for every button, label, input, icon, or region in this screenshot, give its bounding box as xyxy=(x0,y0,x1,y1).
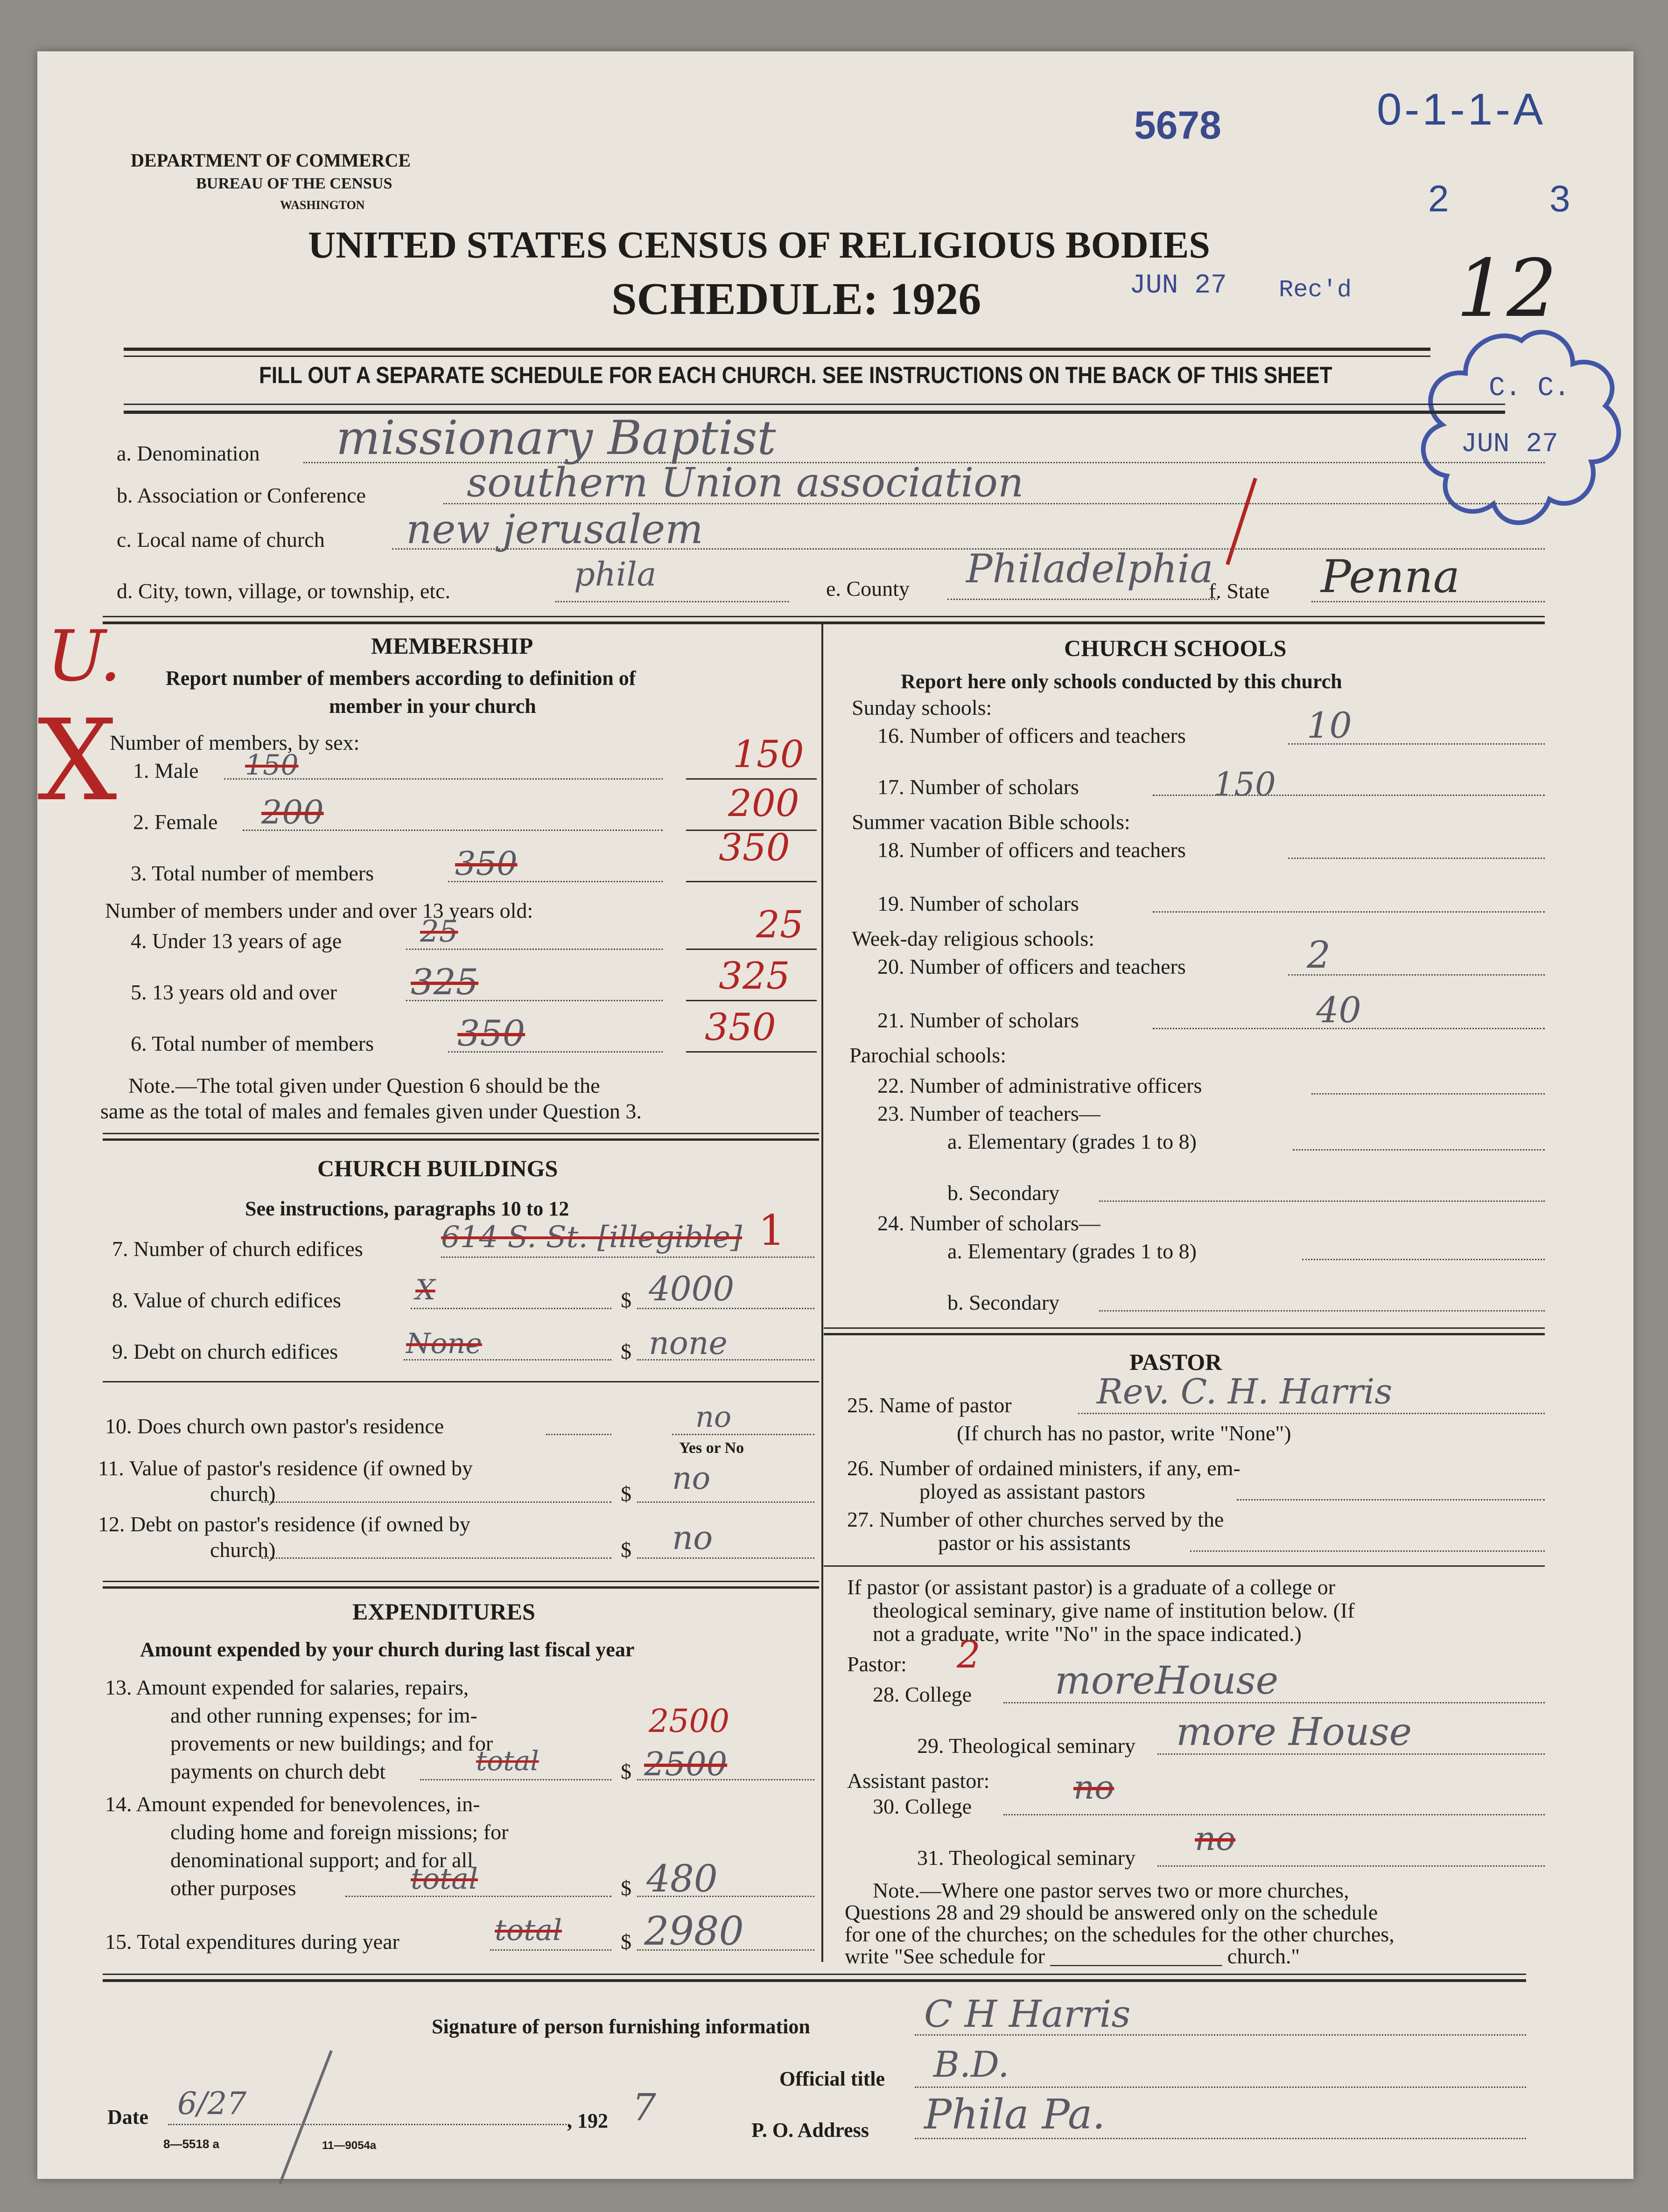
code-handwritten: 0-1-1-A xyxy=(1377,84,1546,134)
q2-old-value: 200 xyxy=(261,793,324,831)
rule-schools-end-2 xyxy=(824,1333,1545,1335)
official-title-label: Official title xyxy=(779,2067,885,2090)
membership-sub2: member in your church xyxy=(329,695,536,718)
q9-value[interactable]: none xyxy=(649,1325,728,1362)
q2-value[interactable]: 200 xyxy=(728,782,799,825)
rule-q9-end xyxy=(103,1381,819,1382)
q27-label-b: pastor or his assistants xyxy=(938,1531,1131,1555)
washington-label: WASHINGTON xyxy=(280,198,365,212)
q8-dots xyxy=(411,1308,611,1309)
q23-label: 23. Number of teachers— xyxy=(877,1102,1100,1125)
q3-value[interactable]: 350 xyxy=(719,826,790,869)
q13-label-c: provements or new buildings; and for xyxy=(170,1731,493,1755)
q20-value[interactable]: 2 xyxy=(1307,933,1331,977)
q25-dots xyxy=(1078,1413,1545,1414)
q1-old-value: 150 xyxy=(245,749,299,782)
q18-dots xyxy=(1288,858,1545,859)
year-label: , 192 xyxy=(567,2109,608,2132)
date-line xyxy=(168,2124,569,2125)
q21-label: 21. Number of scholars xyxy=(877,1008,1079,1032)
grad-text-1: If pastor (or assistant pastor) is a graduate of a college or xyxy=(847,1575,1336,1599)
red-check-stroke xyxy=(1223,476,1260,569)
q6-answer-line xyxy=(686,1051,817,1053)
q29-value[interactable]: more House xyxy=(1176,1710,1412,1754)
weekday-schools-label: Week-day religious schools: xyxy=(852,927,1095,950)
q14-value[interactable]: 480 xyxy=(646,1857,718,1900)
q1-value[interactable]: 150 xyxy=(733,733,804,776)
q9-label: 9. Debt on church edifices xyxy=(112,1340,338,1363)
q16-value[interactable]: 10 xyxy=(1307,705,1352,746)
q3-old-value: 350 xyxy=(455,844,518,883)
margin-x-mark: X xyxy=(37,695,117,826)
q25-label: 25. Name of pastor xyxy=(847,1393,1012,1417)
q8-label: 8. Value of church edifices xyxy=(112,1288,341,1312)
q9-old-value: None xyxy=(406,1327,482,1360)
q22-label: 22. Number of administrative officers xyxy=(877,1074,1202,1097)
q14-dollar: $ xyxy=(621,1876,631,1900)
rule-buildings-end xyxy=(103,1581,819,1582)
q18-label: 18. Number of officers and teachers xyxy=(877,838,1186,862)
county-label: e. County xyxy=(826,577,910,600)
rule-columns-end xyxy=(103,1974,1526,1975)
q22-dots xyxy=(1311,1093,1545,1095)
q4-old-value: 25 xyxy=(420,914,458,949)
buildings-sub: See instructions, paragraphs 10 to 12 xyxy=(245,1197,569,1220)
q8-value[interactable]: 4000 xyxy=(649,1269,735,1308)
signature-value[interactable]: C H Harris xyxy=(924,1992,1131,2036)
members-by-sex-label: Number of members, by sex: xyxy=(110,731,360,754)
q6-label: 6. Total number of members xyxy=(131,1032,374,1055)
q26-dots xyxy=(1237,1499,1545,1500)
recd-stamp: Rec'd xyxy=(1279,276,1352,304)
state-value[interactable]: Penna xyxy=(1321,551,1460,603)
membership-heading: MEMBERSHIP xyxy=(371,633,533,659)
q30-label: 30. College xyxy=(873,1794,972,1818)
q2-label: 2. Female xyxy=(133,810,218,834)
expenditures-heading: EXPENDITURES xyxy=(352,1598,535,1625)
rule-membership-end-2 xyxy=(103,1138,819,1141)
q6-old-value: 350 xyxy=(457,1012,526,1054)
official-title-value[interactable]: B.D. xyxy=(933,2044,1009,2085)
q21-value[interactable]: 40 xyxy=(1316,989,1361,1031)
rule-under-identity xyxy=(103,616,1545,617)
pastor-note-4: write "See schedule for ________________ church." xyxy=(845,1944,1300,1968)
q15-value[interactable]: 2980 xyxy=(644,1908,744,1954)
q29-label: 29. Theological seminary xyxy=(917,1734,1135,1758)
q12-label-b: church) xyxy=(210,1538,276,1562)
q10-answer-dots xyxy=(672,1434,814,1435)
rule-membership-end xyxy=(103,1133,819,1134)
q13-dots xyxy=(420,1779,611,1780)
yes-or-no-hint: Yes or No xyxy=(679,1439,744,1457)
official-title-line xyxy=(915,2086,1526,2088)
expenditures-sub: Amount expended by your church during last fiscal year xyxy=(140,1638,635,1661)
year-value[interactable]: 7 xyxy=(632,2086,656,2129)
q11-dots xyxy=(261,1501,611,1503)
q31-label: 31. Theological seminary xyxy=(917,1846,1135,1870)
instruction-banner: FILL OUT A SEPARATE SCHEDULE FOR EACH CHURCH. SEE INSTRUCTIONS ON THE BACK OF THIS SHEET xyxy=(259,362,1332,388)
q23b-label: b. Secondary xyxy=(947,1181,1060,1205)
q7-dots xyxy=(441,1256,814,1258)
q12-value[interactable]: no xyxy=(672,1519,713,1557)
q19-dots xyxy=(1153,911,1545,913)
assistant-subhead: Assistant pastor: xyxy=(847,1769,990,1793)
q24-label: 24. Number of scholars— xyxy=(877,1211,1100,1235)
q5-answer-line xyxy=(686,1000,817,1001)
q17-value[interactable]: 150 xyxy=(1213,765,1276,803)
q1-answer-line xyxy=(686,778,817,780)
pastor-note-1: Note.—Where one pastor serves two or more churches, xyxy=(873,1878,1349,1902)
local-name-label: c. Local name of church xyxy=(117,528,325,551)
q31-dots xyxy=(1157,1865,1545,1867)
county-value[interactable]: Philadelphia xyxy=(966,546,1213,592)
city-line xyxy=(555,601,789,602)
q11-label-b: church) xyxy=(210,1482,276,1506)
q14-label-c: denominational support; and for all xyxy=(170,1848,473,1872)
q24b-label: b. Secondary xyxy=(947,1291,1060,1314)
bureau-label: BUREAU OF THE CENSUS xyxy=(196,175,392,192)
po-address-value[interactable]: Phila Pa. xyxy=(924,2090,1106,2138)
pastor-heading: PASTOR xyxy=(1129,1349,1222,1375)
margin-u-mark: U. xyxy=(47,616,122,697)
q15-label: 15. Total expenditures during year xyxy=(105,1930,399,1954)
q24a-dots xyxy=(1302,1259,1545,1260)
q27-dots xyxy=(1190,1550,1545,1552)
q6-value[interactable]: 350 xyxy=(705,1005,776,1049)
q17-dots xyxy=(1153,795,1545,796)
q14-dots xyxy=(345,1896,611,1897)
q17-label: 17. Number of scholars xyxy=(877,775,1079,799)
rule-schools-end xyxy=(824,1327,1545,1329)
denomination-value[interactable]: missionary Baptist xyxy=(336,411,776,465)
q12-dots xyxy=(261,1557,611,1559)
rule-under-identity-2 xyxy=(103,621,1545,624)
rule-top-2 xyxy=(124,356,1430,357)
q13-label-b: and other running expenses; for im- xyxy=(170,1703,477,1727)
q13-red-value: 2500 xyxy=(649,1703,730,1740)
q7-old-value: 614 S. St. [illegible] xyxy=(441,1220,742,1255)
q11-label-a: 11. Value of pastor's residence (if owned by xyxy=(98,1456,473,1480)
summer-schools-label: Summer vacation Bible schools: xyxy=(852,810,1130,834)
q16-label: 16. Number of officers and teachers xyxy=(877,724,1186,747)
rule-top xyxy=(124,348,1430,351)
rule-pastor-mid xyxy=(824,1565,1545,1567)
handwritten-twelve: 12 xyxy=(1456,243,1557,335)
pastor-note-3: for one of the churches; on the schedules for the other churches, xyxy=(845,1922,1395,1946)
date-slash-stroke xyxy=(271,2048,336,2188)
q14-label-d: other purposes xyxy=(170,1876,296,1900)
local-name-value[interactable]: new jerusalem xyxy=(406,506,703,553)
q23a-dots xyxy=(1293,1149,1545,1151)
q14-label-a: 14. Amount expended for benevolences, in- xyxy=(105,1792,480,1816)
membership-note-2: same as the total of males and females given under Question 3. xyxy=(100,1099,642,1123)
q4-answer-line xyxy=(686,949,817,950)
rule-columns-end-2 xyxy=(103,1979,1526,1982)
q23a-label: a. Elementary (grades 1 to 8) xyxy=(947,1130,1197,1153)
q20-label: 20. Number of officers and teachers xyxy=(877,955,1186,978)
q15-dollar: $ xyxy=(621,1930,631,1954)
rule-under-banner-2 xyxy=(124,411,1505,414)
q10-dots xyxy=(546,1434,611,1435)
q8-old-value: X xyxy=(415,1274,435,1306)
q12-answer-dots xyxy=(637,1557,814,1559)
q10-label: 10. Does church own pastor's residence xyxy=(105,1414,444,1438)
q1-label: 1. Male xyxy=(133,759,199,782)
q3-label: 3. Total number of members xyxy=(131,861,374,885)
q24b-dots xyxy=(1099,1310,1545,1312)
q11-answer-dots xyxy=(637,1501,814,1503)
q30-dots xyxy=(1003,1814,1545,1815)
q4-value[interactable]: 25 xyxy=(756,903,804,946)
q7-label: 7. Number of church edifices xyxy=(112,1237,363,1261)
q28-value[interactable]: moreHouse xyxy=(1055,1659,1279,1703)
q13-dollar: $ xyxy=(621,1759,631,1783)
q25-value[interactable]: Rev. C. H. Harris xyxy=(1097,1372,1393,1412)
q8-dollar: $ xyxy=(621,1288,631,1312)
q14-label-b: cluding home and foreign missions; for xyxy=(170,1820,509,1844)
column-divider xyxy=(821,623,823,1962)
cc-stamp-text: C. C. xyxy=(1489,373,1570,404)
q13-total-word: total xyxy=(476,1745,539,1777)
q12-dollar: $ xyxy=(621,1538,631,1562)
q7-value[interactable]: 1 xyxy=(758,1206,785,1255)
q5-label: 5. 13 years old and over xyxy=(131,980,337,1004)
signature-label: Signature of person furnishing information xyxy=(432,2015,810,2038)
city-label: d. City, town, village, or township, etc. xyxy=(117,579,451,603)
pastor-note-2: Questions 28 and 29 should be answered only on the schedule xyxy=(845,1900,1378,1924)
number-stamp: 5678 xyxy=(1134,103,1221,147)
rule-under-banner xyxy=(124,404,1505,405)
buildings-heading: CHURCH BUILDINGS xyxy=(317,1155,558,1181)
q5-old-value: 325 xyxy=(411,961,479,1003)
q25-note: (If church has no pastor, write "None") xyxy=(957,1421,1291,1445)
form-title: UNITED STATES CENSUS OF RELIGIOUS BODIES xyxy=(308,223,1210,266)
under-over-label: Number of members under and over 13 years old: xyxy=(105,899,533,922)
q15-dots xyxy=(490,1949,611,1951)
q28-label: 28. College xyxy=(873,1682,972,1706)
code-3: 3 xyxy=(1549,178,1570,219)
pastor-red-mark: 2 xyxy=(957,1633,981,1676)
q11-dollar: $ xyxy=(621,1482,631,1506)
dept-label: DEPARTMENT OF COMMERCE xyxy=(131,150,411,171)
q12-label-a: 12. Debt on pastor's residence (if owned by xyxy=(98,1512,470,1536)
schools-sub: Report here only schools conducted by this church xyxy=(901,670,1342,693)
q13-label-a: 13. Amount expended for salaries, repairs, xyxy=(105,1675,469,1699)
grad-text-3: not a graduate, write "No" in the space indicated.) xyxy=(873,1622,1302,1646)
q9-dollar: $ xyxy=(621,1340,631,1363)
schools-heading: CHURCH SCHOOLS xyxy=(1064,635,1287,661)
q15-total-word: total xyxy=(495,1913,562,1947)
q3-answer-line xyxy=(686,881,817,882)
q30-value[interactable]: no xyxy=(1073,1768,1114,1807)
q26-label-a: 26. Number of ordained ministers, if any, em- xyxy=(847,1456,1240,1480)
q27-label-a: 27. Number of other churches served by the xyxy=(847,1507,1224,1531)
q13-label-d: payments on church debt xyxy=(170,1759,386,1783)
date-label: Date xyxy=(107,2106,148,2128)
po-address-label: P. O. Address xyxy=(751,2119,869,2142)
q5-value[interactable]: 325 xyxy=(719,954,790,998)
grad-text-2: theological seminary, give name of institution below. (If xyxy=(873,1598,1355,1622)
county-line xyxy=(947,599,1218,600)
sunday-schools-label: Sunday schools: xyxy=(852,696,992,719)
q31-value[interactable]: no xyxy=(1195,1820,1236,1858)
q13-value[interactable]: 2500 xyxy=(644,1745,728,1783)
q4-label: 4. Under 13 years of age xyxy=(131,929,342,953)
q10-value[interactable]: no xyxy=(695,1400,732,1434)
schedule-title: SCHEDULE: 1926 xyxy=(611,274,981,324)
rule-buildings-end-2 xyxy=(103,1586,819,1589)
form-number-2: 11—9054a xyxy=(322,2139,377,2152)
state-label: f. State xyxy=(1209,579,1270,603)
denomination-label: a. Denomination xyxy=(117,441,260,465)
membership-note-1: Note.—The total given under Question 6 should be the xyxy=(128,1074,600,1097)
date-value[interactable]: 6/27 xyxy=(177,2086,247,2121)
q24a-label: a. Elementary (grades 1 to 8) xyxy=(947,1239,1197,1263)
cc-stamp-date: JUN 27 xyxy=(1461,429,1558,460)
q19-label: 19. Number of scholars xyxy=(877,892,1079,915)
q11-value[interactable]: no xyxy=(672,1460,711,1496)
city-value[interactable]: phila xyxy=(574,555,657,593)
q14-total-word: total xyxy=(411,1862,478,1896)
parochial-schools-label: Parochial schools: xyxy=(849,1043,1006,1067)
q23b-dots xyxy=(1099,1200,1545,1202)
membership-sub1: Report number of members according to definition of xyxy=(166,667,636,690)
q26-label-b: ployed as assistant pastors xyxy=(919,1479,1146,1503)
date-stamp: JUN 27 xyxy=(1129,271,1227,301)
form-number-1: 8—5518 a xyxy=(163,2137,219,2151)
pastor-subhead: Pastor: xyxy=(847,1652,907,1676)
association-value[interactable]: southern Union association xyxy=(467,460,1024,506)
association-label: b. Association or Conference xyxy=(117,483,366,507)
code-2: 2 xyxy=(1428,178,1449,219)
